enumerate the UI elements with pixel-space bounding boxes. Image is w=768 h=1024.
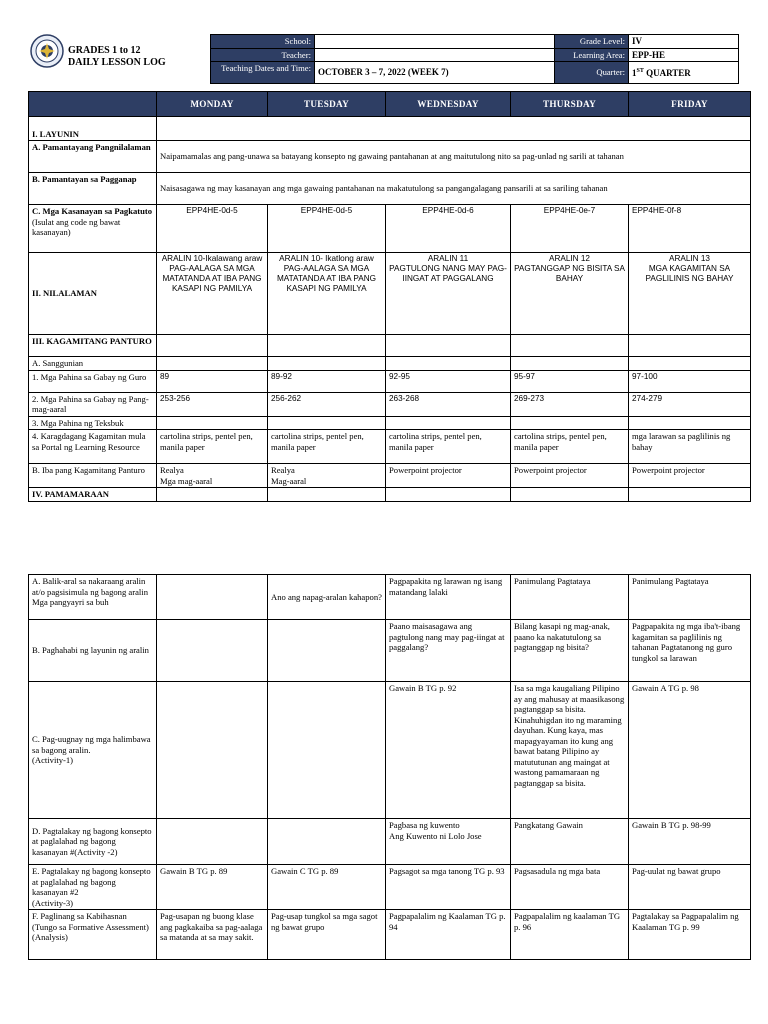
code-cell: EPP4HE-0d-6 <box>386 205 511 253</box>
procedure-cell: Pangkatang Gawain <box>511 819 629 865</box>
title-line-2: DAILY LESSON LOG <box>68 57 166 68</box>
code-cell: EPP4HE-0e-7 <box>511 205 629 253</box>
iba-cell: Realya Mag-aaral <box>268 464 386 488</box>
procedure-cell: Pag-usapan ng buong klase ang pagkakaiba sa pag-aalaga sa matanda at sa may sakit. <box>157 910 268 960</box>
pamantayang-value: Naipamamalas ang pang-unawa sa batayang konsepto ng gawaing pantahanan at ang maitutulong nito sa pag-unlad ng sarili at tahanan <box>157 141 751 173</box>
area-value: EPP-HE <box>629 48 739 62</box>
teacher-value <box>315 48 555 62</box>
karagdagan-label: 4. Karagdagang Kagamitan mula sa Portal ng Learning Resource <box>29 430 157 464</box>
procedure-cell <box>268 819 386 865</box>
title-line-1: GRADES 1 to 12 <box>68 45 141 56</box>
materials-cell: cartolina strips, pentel pen, manila paper <box>386 430 511 464</box>
kagamitan-heading: III. KAGAMITANG PANTURO <box>29 335 157 357</box>
nilalaman-cell: ARALIN 10-Ikalawang araw PAG-AALAGA SA MGA MATATANDA AT IBA PANG KASAPI NG PAMILYA <box>157 253 268 335</box>
materials-cell: cartolina strips, pentel pen, manila paper <box>157 430 268 464</box>
nilalaman-cell: ARALIN 12 PAGTANGGAP NG BISITA SA BAHAY <box>511 253 629 335</box>
lesson-table-1 <box>28 91 751 502</box>
procedure-cell <box>268 682 386 819</box>
layunin-heading: I. LAYUNIN <box>29 117 157 141</box>
iba-label: B. Iba pang Kagamitang Panturo <box>29 464 157 488</box>
day-wednesday: WEDNESDAY <box>386 92 511 117</box>
procedure-cell: Gawain B TG p. 89 <box>157 865 268 910</box>
code-cell: EPP4HE-0d-5 <box>157 205 268 253</box>
gabay-guro-label: 1. Mga Pahina sa Gabay ng Guro <box>29 370 157 392</box>
procedure-cell: Panimulang Pagtataya <box>629 575 751 620</box>
day-friday: FRIDAY <box>629 92 751 117</box>
procedure-cell: Bilang kasapi ng mag-anak, paano ka nakatutulong sa pagtanggap ng bisita? <box>511 620 629 682</box>
day-monday: MONDAY <box>157 92 268 117</box>
page-ref-cell: 95-97 <box>511 370 629 392</box>
procedure-cell: Pagbasa ng kuwento Ang Kuwento ni Lolo Jose <box>386 819 511 865</box>
pagganap-value: Naisasagawa ng may kasanayan ang mga gawaing pantahanan na makatutulong sa pangangalagang pansarili at sa sariling tahanan <box>157 173 751 205</box>
grade-label: Grade Level: <box>555 35 629 49</box>
gabay-aaral-label: 2. Mga Pahina sa Gabay ng Pang-mag-aaral <box>29 392 157 416</box>
code-cell: EPP4HE-0f-8 <box>629 205 751 253</box>
pamantayang-label: A. Pamantayang Pangnilalaman <box>29 141 157 173</box>
page-ref-cell: 89-92 <box>268 370 386 392</box>
materials-cell: cartolina strips, pentel pen, manila paper <box>511 430 629 464</box>
procedure-cell: Pagsasadula ng mga bata <box>511 865 629 910</box>
procedure-cell: Pagtalakay sa Pagpapalalim ng Kaalaman TG p. 99 <box>629 910 751 960</box>
page-ref-cell: 263-268 <box>386 392 511 416</box>
procedure-cell: Paano maisasagawa ang pagtulong nang may pag-iingat at paggalang? <box>386 620 511 682</box>
iba-cell: Powerpoint projector <box>511 464 629 488</box>
procedure-label: B. Paghahabi ng layunin ng aralin <box>29 620 157 682</box>
nilalaman-cell: ARALIN 13 MGA KAGAMITAN SA PAGLILINIS NG BAHAY <box>629 253 751 335</box>
materials-cell: mga larawan sa paglilinis ng bahay <box>629 430 751 464</box>
page-ref-cell: 274-279 <box>629 392 751 416</box>
procedure-cell: Pag-uulat ng bawat grupo <box>629 865 751 910</box>
page-ref-cell: 89 <box>157 370 268 392</box>
quarter-value: 1ST QUARTER <box>629 62 739 84</box>
pamamaraan-heading: IV. PAMAMARAAN <box>29 488 157 502</box>
procedure-cell: Gawain B TG p. 92 <box>386 682 511 819</box>
procedure-cell <box>268 620 386 682</box>
quarter-label: Quarter: <box>555 62 629 84</box>
grade-value: IV <box>629 35 739 49</box>
procedure-cell: Isa sa mga kaugaliang Pilipino ay ang mahusay at maasikasong pagtanggap sa bisita. Kinahuhigdan ito ng maraming dayuhan. Kung kaya, mas mapagyayaman ito kung ang bawat batang Pilipino ay matututunan ang maingat at wastong pamamaraan ng pagtanggap sa bisita. <box>511 682 629 819</box>
procedure-cell: Gawain A TG p. 98 <box>629 682 751 819</box>
procedure-cell <box>157 575 268 620</box>
procedure-cell: Pagpapalalim ng kaalaman TG p. 96 <box>511 910 629 960</box>
iba-cell: Powerpoint projector <box>629 464 751 488</box>
pagganap-label: B. Pamantayan sa Pagganap <box>29 173 157 205</box>
procedure-cell: Pagpapalalim ng Kaalaman TG p. 94 <box>386 910 511 960</box>
page-ref-cell: 97-100 <box>629 370 751 392</box>
nilalaman-cell: ARALIN 10- Ikatlong araw PAG-AALAGA SA MGA MATATANDA AT IBA PANG KASAPI NG PAMILYA <box>268 253 386 335</box>
procedure-cell <box>157 819 268 865</box>
procedure-cell: Panimulang Pagtataya <box>511 575 629 620</box>
deped-seal-icon <box>30 34 64 68</box>
school-label: School: <box>211 35 315 49</box>
procedure-label: C. Pag-uugnay ng mga halimbawa sa bagong aralin. (Activity-1) <box>29 682 157 819</box>
teksbuk-label: 3. Mga Pahina ng Teksbuk <box>29 416 157 430</box>
page-ref-cell: 269-273 <box>511 392 629 416</box>
code-cell: EPP4HE-0d-5 <box>268 205 386 253</box>
area-label: Learning Area: <box>555 48 629 62</box>
iba-cell: Powerpoint projector <box>386 464 511 488</box>
day-thursday: THURSDAY <box>511 92 629 117</box>
teacher-label: Teacher: <box>211 48 315 62</box>
procedure-cell: Pagpapakita ng larawan ng isang matandang lalaki <box>386 575 511 620</box>
procedure-cell: Pag-usap tungkol sa mga sagot ng bawat grupo <box>268 910 386 960</box>
procedure-cell: Ano ang napag-aralan kahapon? <box>268 575 386 620</box>
procedure-cell: Pagpapakita ng mga iba't-ibang kagamitan sa paglilinis ng tahanan Pagtatanong ng guro tungkol sa larawan <box>629 620 751 682</box>
dates-label: Teaching Dates and Time: <box>211 62 315 84</box>
procedure-cell: Gawain C TG p. 89 <box>268 865 386 910</box>
kasanayan-label: C. Mga Kasanayan sa Pagkatuto (Isulat ang code ng bawat kasanayan) <box>29 205 157 253</box>
dates-value: OCTOBER 3 – 7, 2022 (WEEK 7) <box>315 62 555 84</box>
nilalaman-cell: ARALIN 11 PAGTULONG NANG MAY PAG-IINGAT AT PAGGALANG <box>386 253 511 335</box>
iba-cell: Realya Mga mag-aaral <box>157 464 268 488</box>
day-tuesday: TUESDAY <box>268 92 386 117</box>
procedure-label: A. Balik-aral sa nakaraang aralin at/o pagsisimula ng bagong aralin Mga pangyayri sa buh <box>29 575 157 620</box>
page-ref-cell: 92-95 <box>386 370 511 392</box>
procedure-label: E. Pagtalakay ng bagong konsepto at paglalahad ng bagong kasanayan #2 (Activity-3) <box>29 865 157 910</box>
procedure-label: F. Paglinang sa Kabihasnan (Tungo sa Formative Assessment) (Analysis) <box>29 910 157 960</box>
procedure-cell: Gawain B TG p. 98-99 <box>629 819 751 865</box>
header-info-table <box>210 34 739 84</box>
school-value <box>315 35 555 49</box>
sanggunian-label: A. Sanggunian <box>29 357 157 371</box>
procedure-label: D. Pagtalakay ng bagong konsepto at paglalahad ng bagong kasanayan #(Activity -2) <box>29 819 157 865</box>
page-ref-cell: 253-256 <box>157 392 268 416</box>
lesson-table-2 <box>28 574 751 960</box>
page-ref-cell: 256-262 <box>268 392 386 416</box>
materials-cell: cartolina strips, pentel pen, manila paper <box>268 430 386 464</box>
procedure-cell <box>157 620 268 682</box>
procedure-cell <box>157 682 268 819</box>
procedure-cell: Pagsagot sa mga tanong TG p. 93 <box>386 865 511 910</box>
nilalaman-heading: II. NILALAMAN <box>29 253 157 335</box>
